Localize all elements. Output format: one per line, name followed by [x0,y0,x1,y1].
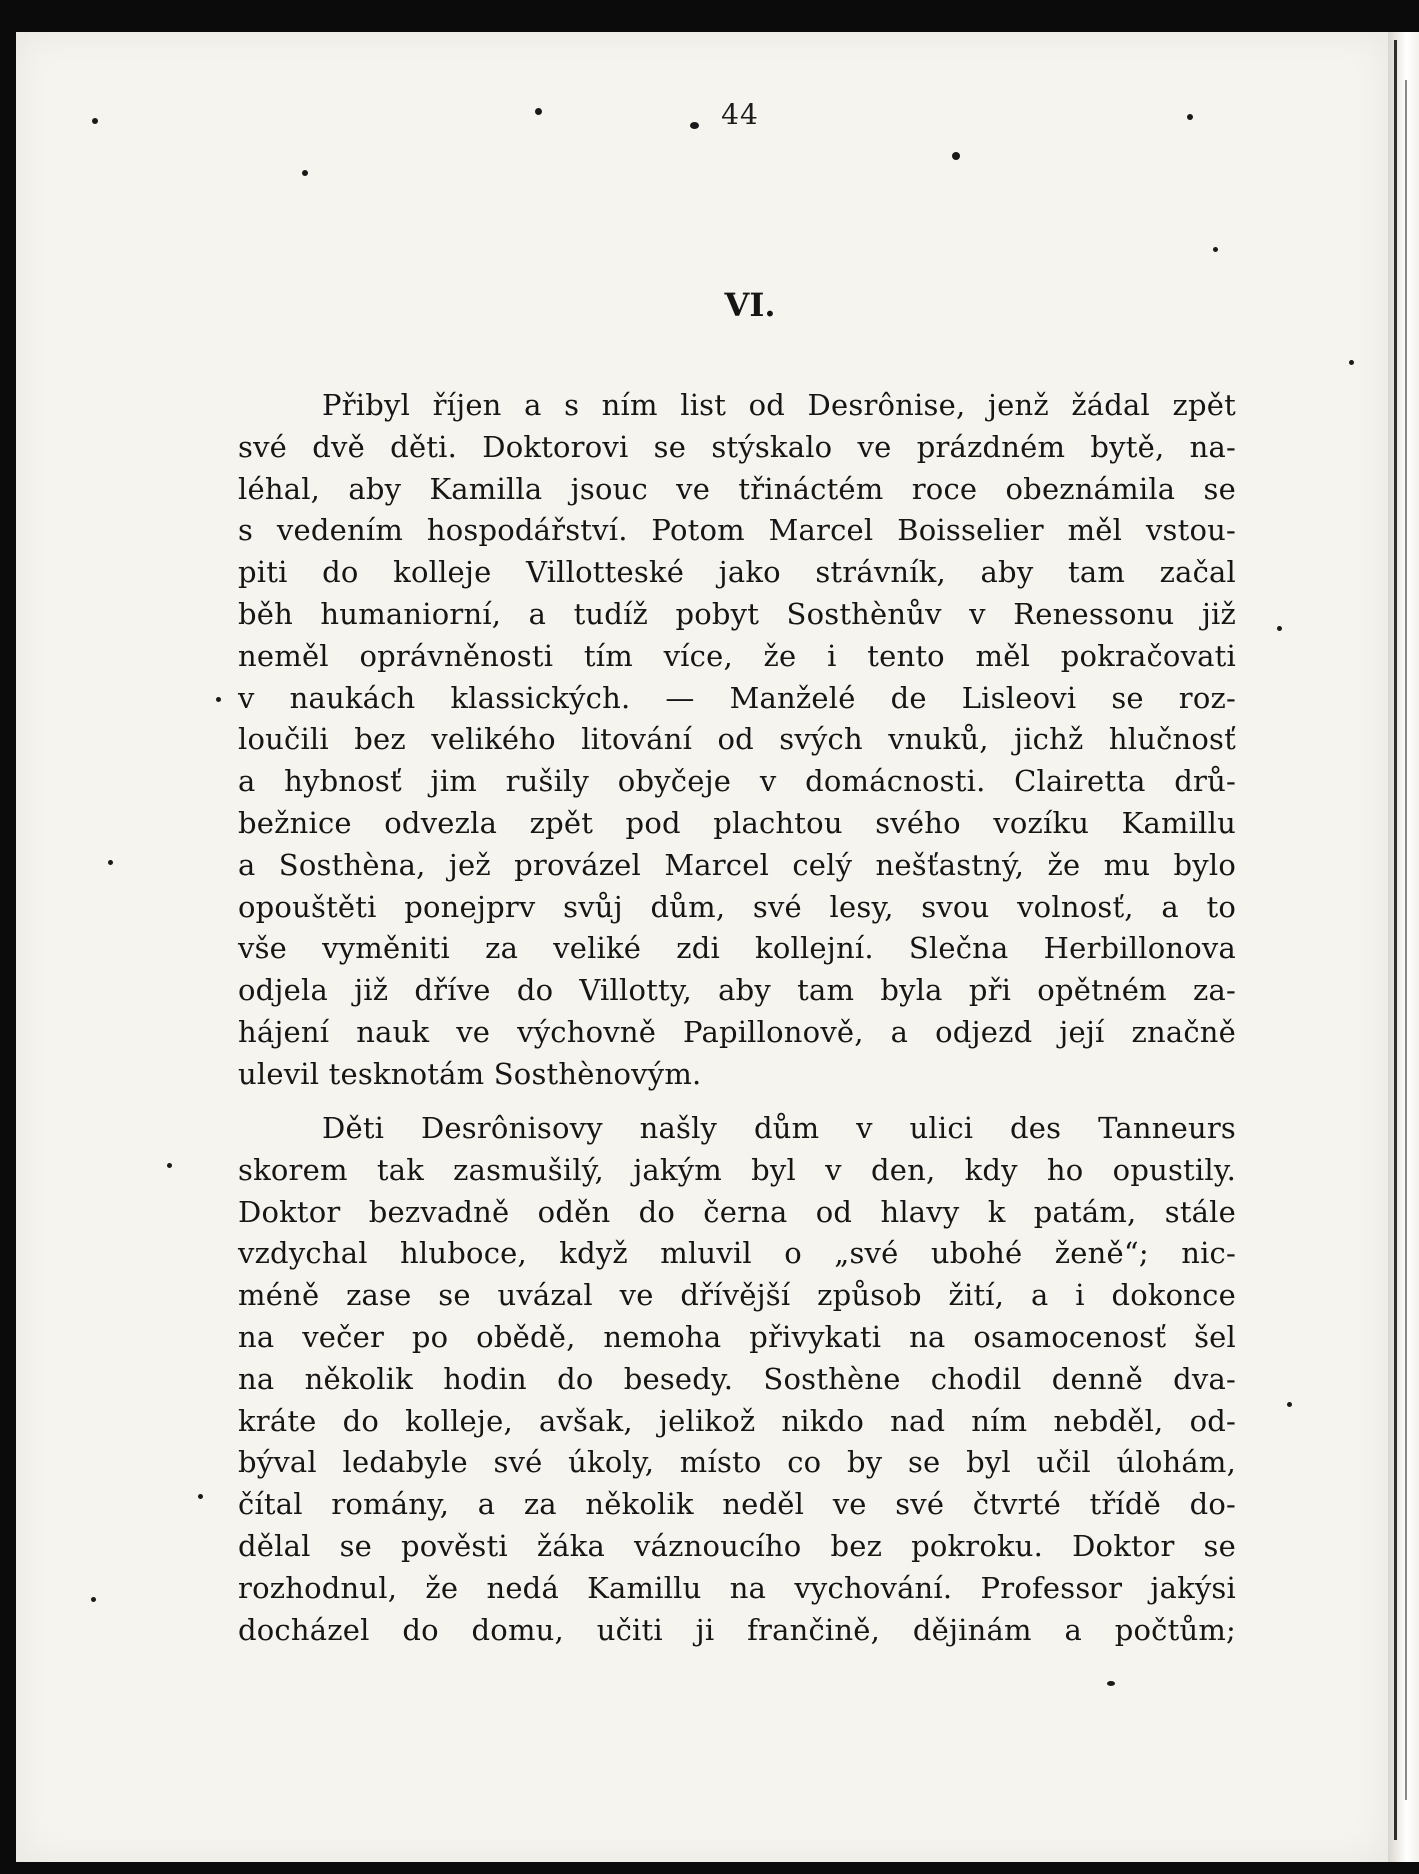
paragraph-1 [238,385,1236,1096]
text-line: Děti Desrônisovy našly dům v ulici des Tanneurs [322,1111,1236,1145]
text-line: méně zase se uvázal ve dřívější způsob žití, a i dokonce [238,1278,1236,1313]
scan-speck [535,108,542,115]
text-line: dělal se pověsti žáka váznoucího bez pokroku. Doktor se [238,1528,1236,1563]
text-line: docházel do domu, učiti ji frančině, dějinám a počtům; [238,1612,1236,1647]
text-line: hájení nauk ve výchovně Papillonově, a odjezd její značně [238,1014,1236,1049]
scan-speck [690,122,699,129]
scan-speck [1277,626,1282,631]
text-line: bežnice odvezla zpět pod plachtou svého vozíku Kamillu [238,805,1236,840]
text-line: vše vyměniti za veliké zdi kollejní. Slečna Herbillonova [238,931,1236,966]
text-line: čítal romány, a za několik neděl ve své čtvrté třídě do- [238,1487,1236,1522]
text-line: s vedením hospodářství. Potom Marcel Boisselier měl vstou- [238,513,1236,548]
scan-speck [108,860,113,865]
text-line: loučili bez velikého litování od svých vnuků, jichž hlučnosť [238,722,1236,757]
chapter-heading: VI. [724,286,776,324]
text-line: rozhodnul, že nedá Kamillu na vychování. Professor jakýsi [238,1570,1236,1605]
text-line: kráte do kolleje, avšak, jelikož nikdo nad ním nebděl, od- [238,1403,1236,1438]
text-line: ulevil tesknotám Sosthènovým. [238,1056,702,1091]
text-line: Doktor bezvadně oděn do černa od hlavy k patám, stále [238,1194,1236,1229]
scan-speck [1287,1402,1292,1407]
scan-speck [198,1494,203,1499]
page-number: 44 [721,98,759,131]
scan-speck [1187,114,1193,120]
scan-speck [1213,247,1218,252]
text-line: odjela již dříve do Villotty, aby tam byla při opětném za- [238,973,1236,1008]
text-line: na večer po obědě, nemoha přivykati na osamocenosť šel [238,1319,1236,1354]
text-line: běh humaniorní, a tudíž pobyt Sosthènův v Renessonu již [238,596,1236,631]
text-line: skorem tak zasmušilý, jakým byl v den, kdy ho opustily. [238,1152,1236,1187]
text-line: na několik hodin do besedy. Sosthène chodil denně dva- [238,1361,1236,1396]
text-line: piti do kolleje Villotteské jako strávník, aby tam začal [238,555,1236,590]
page-edge-line [1394,40,1397,1840]
text-line: v naukách klassických. — Manželé de Lisleovi se roz- [238,680,1236,715]
scan-speck [302,170,308,176]
text-line: neměl oprávněnosti tím více, že i tento měl pokračovati [238,638,1236,673]
scan-speck [216,697,221,702]
text-line: a Sosthèna, jež provázel Marcel celý nešťastný, že mu bylo [238,847,1236,882]
text-line: a hybnosť jim rušily obyčeje v domácnosti. Clairetta drů- [238,764,1236,799]
page-edge-line-secondary [1405,80,1407,1800]
text-line: Přibyl říjen a s ním list od Desrônise, jenž žádal zpět [322,388,1236,422]
scan-speck [91,1597,96,1602]
text-line: býval ledabyle své úkoly, místo co by se byl učil úlohám, [238,1445,1236,1480]
text-line: opouštěti ponejprv svůj dům, své lesy, svou volnosť, a to [238,889,1236,924]
scan-speck [167,1163,172,1168]
text-line: vzdychal hluboce, když mluvil o „své ubohé ženě“; nic- [238,1236,1236,1271]
paragraph-2 [238,1108,1236,1651]
text-line: léhal, aby Kamilla jsouc ve třináctém roce obeznámila se [238,471,1236,506]
scan-speck [1349,360,1354,365]
scan-speck [1107,1681,1115,1686]
text-line: své dvě děti. Doktorovi se stýskalo ve prázdném bytě, na- [238,429,1236,464]
scan-speck [92,118,98,124]
book-gutter-edge [1388,32,1419,1862]
scan-speck [952,152,960,160]
